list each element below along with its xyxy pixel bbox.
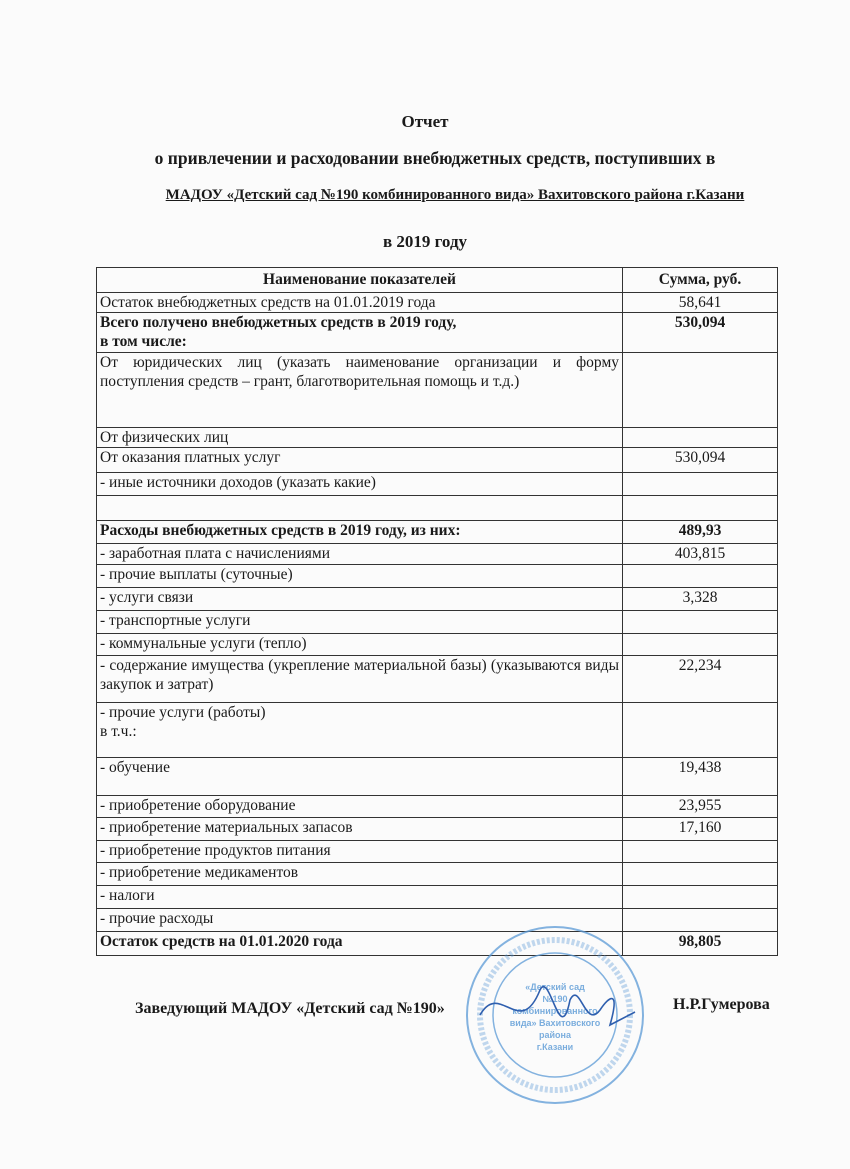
row-label: - налоги: [97, 886, 623, 909]
svg-text:«Детский сад: «Детский сад: [525, 982, 585, 992]
row-label: - иные источники доходов (указать какие): [97, 473, 623, 496]
row-value: [623, 886, 778, 909]
row-value: [623, 565, 778, 588]
column-header-sum: Сумма, руб.: [623, 268, 778, 293]
row-label: - коммунальные услуги (тепло): [97, 634, 623, 656]
row-value: 530,094: [623, 313, 778, 353]
row-value: [623, 841, 778, 863]
row-label: - транспортные услуги: [97, 611, 623, 634]
row-label: - приобретение оборудование: [97, 796, 623, 818]
row-label: - заработная плата с начислениями: [97, 544, 623, 565]
row-label: Всего получено внебюджетных средств в 2019 году, в том числе:: [97, 313, 623, 353]
row-value: 23,955: [623, 796, 778, 818]
organization-stamp: [460, 920, 650, 1110]
column-header-name: Наименование показателей: [97, 268, 623, 293]
table-row: [97, 353, 778, 428]
row-label: От юридических лиц (указать наименование организации и форму поступления средств – грант, благотворительная помощь и т.д.): [97, 353, 623, 428]
row-label: [97, 496, 623, 521]
row-value: 489,93: [623, 521, 778, 544]
row-value: [623, 634, 778, 656]
row-value: [623, 473, 778, 496]
table-row: [97, 293, 778, 313]
row-label: - приобретение продуктов питания: [97, 841, 623, 863]
table-row: [97, 588, 778, 611]
table-row: [97, 909, 778, 932]
row-value: [623, 428, 778, 448]
table-row: [97, 313, 778, 353]
row-value: [623, 353, 778, 428]
row-value: 22,234: [623, 656, 778, 703]
table-row: [97, 473, 778, 496]
table-row: [97, 703, 778, 758]
row-value: 19,438: [623, 758, 778, 796]
row-label: - приобретение медикаментов: [97, 863, 623, 886]
row-value: 403,815: [623, 544, 778, 565]
report-subtitle: о привлечении и расходовании внебюджетных средств, поступивших в: [154, 148, 716, 168]
row-label: - услуги связи: [97, 588, 623, 611]
signatory-name: Н.Р.Гумерова: [673, 996, 770, 1013]
table-row: [97, 758, 778, 796]
row-value: [623, 611, 778, 634]
row-label: - содержание имущества (укрепление материальной базы) (указываются виды закупок и затрат): [97, 656, 623, 703]
row-value: [623, 863, 778, 886]
row-label: - прочие выплаты (суточные): [97, 565, 623, 588]
organization-name: МАДОУ «Детский сад №190 комбинированного вида» Вахитовского района г.Казани: [165, 187, 745, 203]
table-row: [97, 818, 778, 841]
row-label: Остаток внебюджетных средств на 01.01.2019 года: [97, 293, 623, 313]
row-label: От оказания платных услуг: [97, 448, 623, 473]
table-row: [97, 496, 778, 521]
table-row: [97, 656, 778, 703]
row-label: От физических лиц: [97, 428, 623, 448]
table-row: [97, 841, 778, 863]
table-row: [97, 544, 778, 565]
svg-text:комбинированного: комбинированного: [512, 1006, 598, 1016]
row-label: - прочие расходы: [97, 909, 623, 932]
report-title: Отчет: [401, 112, 449, 131]
table-row: [97, 634, 778, 656]
row-value: 98,805: [623, 932, 778, 956]
svg-text:вида» Вахитовского: вида» Вахитовского: [509, 1018, 601, 1028]
table-row: [97, 932, 778, 956]
row-label: - приобретение материальных запасов: [97, 818, 623, 841]
table-row: [97, 448, 778, 473]
row-value: [623, 703, 778, 758]
table-row: [97, 886, 778, 909]
report-period: в 2019 году: [382, 232, 468, 251]
row-label: - обучение: [97, 758, 623, 796]
report-table: [96, 267, 778, 956]
row-value: 17,160: [623, 818, 778, 841]
row-value: 58,641: [623, 293, 778, 313]
svg-text:района: района: [539, 1030, 571, 1040]
table-row: [97, 521, 778, 544]
row-value: 3,328: [623, 588, 778, 611]
row-value: [623, 496, 778, 521]
table-row: [97, 428, 778, 448]
table-row: [97, 863, 778, 886]
row-label: Расходы внебюджетных средств в 2019 году, из них:: [97, 521, 623, 544]
table-row: [97, 611, 778, 634]
svg-text:г.Казани: г.Казани: [536, 1042, 574, 1052]
row-label: - прочие услуги (работы) в т.ч.:: [97, 703, 623, 758]
table-row: [97, 565, 778, 588]
table-row: [97, 796, 778, 818]
row-value: 530,094: [623, 448, 778, 473]
svg-text:№190: №190: [542, 994, 568, 1004]
row-label: Остаток средств на 01.01.2020 года: [97, 932, 623, 956]
signatory-position: Заведующий МАДОУ «Детский сад №190»: [135, 1000, 445, 1017]
